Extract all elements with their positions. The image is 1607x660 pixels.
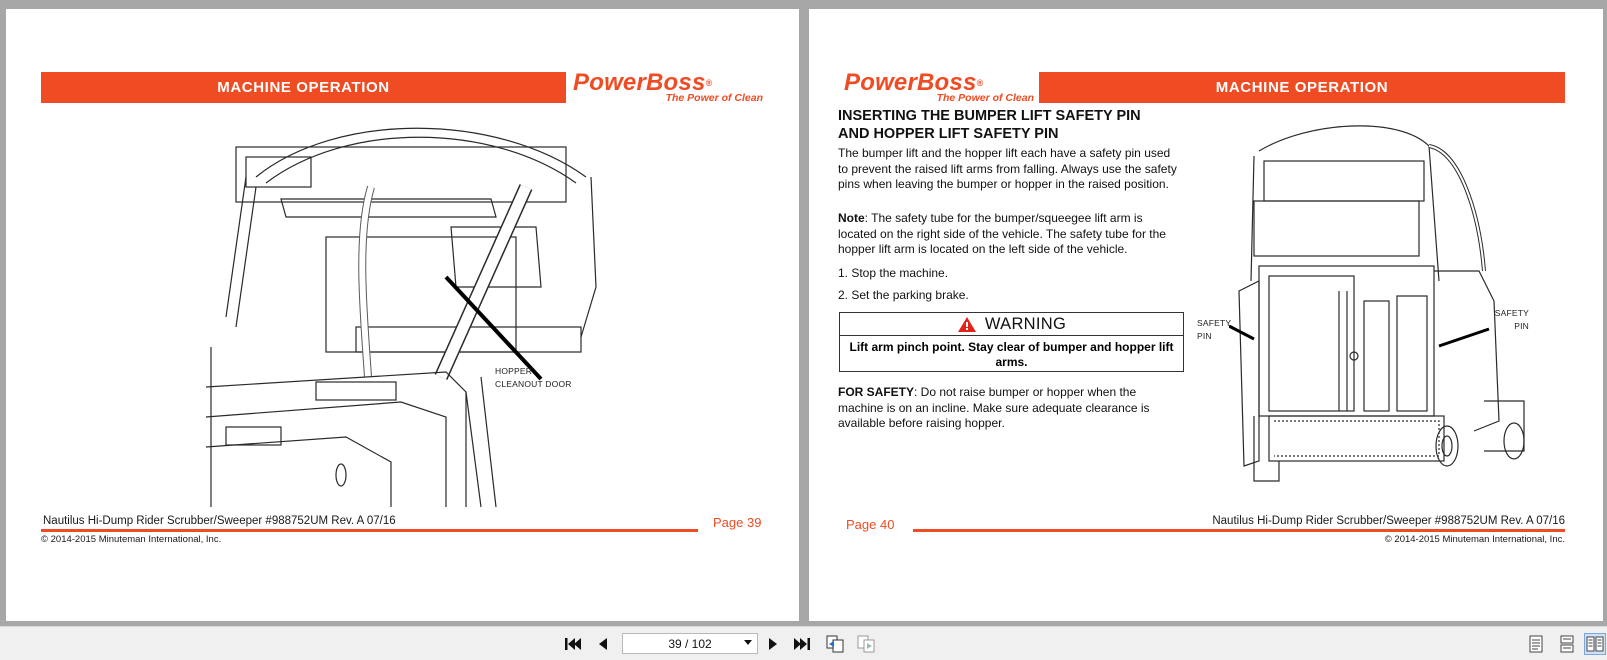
footer-copyright: © 2014-2015 Minuteman International, Inc. [41,534,222,545]
section-header [1039,72,1565,103]
footer-rule [41,529,698,532]
page-number: Page 40 [846,517,895,532]
continuous-view-button[interactable] [1556,633,1578,655]
page-number-select[interactable] [622,633,758,654]
safety-pin-callout-left: SAFETY PIN [1197,318,1232,341]
single-page-icon [1529,635,1543,653]
safety-pin-illustration [1229,121,1559,491]
section-header-title: MACHINE OPERATION [217,79,390,96]
page-indicator: 39 / 102 [668,636,712,651]
previous-page-icon [596,636,610,652]
powerboss-logo: PowerBoss® The Power of Clean [573,69,763,104]
footer-rule [913,529,1565,532]
first-page-button[interactable] [562,633,584,655]
logo-tagline: The Power of Clean [665,92,763,104]
forward-view-icon [856,635,876,653]
footer-title: Nautilus Hi-Dump Rider Scrubber/Sweeper #988752UM Rev. A 07/16 [43,515,396,527]
warning-box [839,312,1184,372]
powerboss-logo: PowerBoss® The Power of Clean [844,69,1034,104]
warning-body: Lift arm pinch point. Stay clear of bumper and hopper lift arms. [849,340,1174,369]
continuous-pages-icon [1560,635,1574,653]
footer-title: Nautilus Hi-Dump Rider Scrubber/Sweeper #988752UM Rev. A 07/16 [1212,515,1565,527]
warning-title: WARNING [840,313,1183,336]
step-item: 2. Set the parking brake. [838,288,969,302]
step-item: 1. Stop the machine. [838,266,949,280]
warning-triangle-icon [957,316,977,333]
logo-tagline: The Power of Clean [936,92,1034,104]
next-page-button[interactable] [762,633,784,655]
intro-paragraph: The bumper lift and the hopper lift each have a safety pin used to prevent the raised lift arms from falling. Always use the safety pins when leaving the bumper or hopper in the raised position. [838,146,1177,191]
single-page-view-button[interactable] [1525,633,1547,655]
last-page-icon [793,636,811,652]
hopper-cleanout-door-illustration [196,117,606,513]
first-page-icon [564,636,582,652]
chevron-down-icon [744,640,752,646]
go-forward-view-button[interactable] [855,633,877,655]
document-page-right [809,9,1603,621]
section-heading: INSERTING THE BUMPER LIFT SAFETY PIN AND HOPPER LIFT SAFETY PIN [838,108,1141,142]
section-header [41,72,566,103]
hopper-cleanout-door-callout: HOPPER CLEANOUT DOOR [495,366,572,389]
safety-pin-callout-right: SAFETY PIN [1494,308,1529,331]
section-header-title: MACHINE OPERATION [1215,79,1389,96]
next-page-icon [766,636,780,652]
page-number: Page 39 [713,515,762,530]
previous-page-button[interactable] [592,633,614,655]
go-back-view-button[interactable] [824,633,846,655]
footer-copyright: © 2014-2015 Minuteman International, Inc. [1384,534,1565,545]
last-page-button[interactable] [791,633,813,655]
viewer-toolbar [0,626,1607,660]
safety-paragraph: FOR SAFETY: Do not raise bumper or hopper when the machine is on an incline. Make sure adequate clearance is available before raising hopper. [838,385,1150,430]
note-paragraph: Note: The safety tube for the bumper/squeegee lift arm is located on the right side of the vehicle. The safety tube for the hopper lift arm is located on the left side of the vehicle. [838,211,1166,256]
back-view-icon [825,635,845,653]
two-page-icon [1586,636,1604,652]
document-page-left [6,9,799,621]
two-page-view-button[interactable] [1584,633,1606,655]
